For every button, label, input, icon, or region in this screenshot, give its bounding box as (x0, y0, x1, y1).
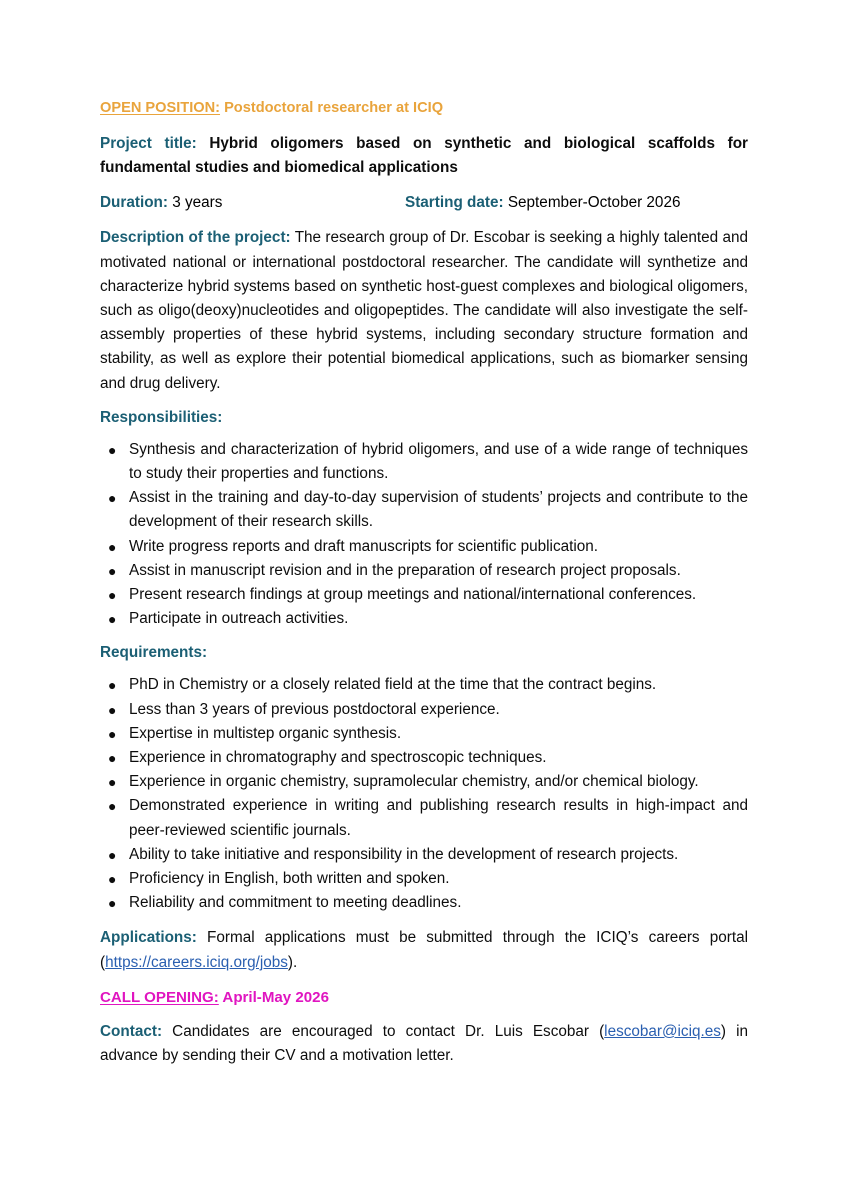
list-item-text: Present research findings at group meetings and national/international conferences. (129, 586, 697, 604)
list-item-text: Demonstrated experience in writing and publishing research results in high-impact and peer-reviewed scientific journals. (129, 797, 748, 839)
responsibilities-list (100, 438, 748, 632)
list-item (100, 746, 748, 770)
description-paragraph (100, 226, 748, 395)
list-item (100, 770, 748, 794)
applications-label: Applications: (100, 929, 197, 947)
list-item-text: Proficiency in English, both written and spoken. (129, 870, 450, 888)
bullet-icon: ● (108, 538, 117, 555)
list-item-text: Less than 3 years of previous postdoctoral experience. (129, 700, 500, 718)
list-item (100, 583, 748, 607)
project-title-label: Project title: (100, 135, 197, 152)
list-item-text: Ability to take initiative and responsibility in the development of research projects. (129, 845, 679, 863)
bullet-icon: ● (108, 490, 117, 507)
duration-value: 3 years (167, 194, 223, 212)
bullet-icon: ● (108, 871, 117, 888)
bullet-icon: ● (108, 587, 117, 604)
list-item (100, 722, 748, 746)
list-item (100, 698, 748, 722)
list-item-text: Participate in outreach activities. (129, 610, 349, 628)
applications-paragraph (100, 926, 748, 974)
list-item (100, 673, 748, 697)
bullet-icon: ● (108, 677, 117, 694)
requirements-heading: Requirements: (100, 644, 208, 662)
list-item (100, 486, 748, 534)
bullet-icon: ● (108, 846, 117, 863)
bullet-icon: ● (108, 750, 117, 767)
bullet-icon: ● (108, 562, 117, 579)
duration-group (100, 191, 222, 215)
open-position-value: Postdoctoral researcher at ICIQ (220, 100, 444, 116)
list-item (100, 438, 748, 486)
list-item-text: PhD in Chemistry or a closely related field at the time that the contract begins. (129, 676, 657, 694)
starting-date-value: September-October 2026 (503, 194, 681, 212)
list-item (100, 535, 748, 559)
description-label: Description of the project: (100, 229, 291, 247)
document-body (100, 98, 748, 1068)
starting-date-group (405, 191, 680, 215)
contact-text-after: ) in advance by sending their CV and a motivation letter. (100, 1022, 748, 1065)
bullet-icon: ● (108, 701, 117, 718)
requirements-list (100, 673, 748, 915)
open-position-label: OPEN POSITION: (100, 100, 221, 116)
bullet-icon: ● (108, 895, 117, 912)
applications-text-after: ). (287, 953, 298, 971)
list-item (100, 559, 748, 583)
list-item-text: Write progress reports and draft manuscripts for scientific publication. (129, 537, 599, 555)
call-opening-line (100, 986, 748, 1009)
starting-date-label: Starting date: (405, 194, 504, 212)
bullet-icon: ● (108, 441, 117, 458)
description-value: The research group of Dr. Escobar is seeking a highly talented and motivated national or international postdoctoral researcher. The candidate will synthetize and characterize hybrid systems based on synthetic host-guest complexes and biological oligomers, such as oligo(deoxy)nucleotides and oligopeptides. The candidate will also investigate the self-assembly properties of these hybrid systems, including secondary structure formation and stability, as well as explore their potential biomedical applications, such as biomarker sensing and drug delivery. (100, 229, 748, 392)
careers-portal-link[interactable]: https://careers.iciq.org/jobs (105, 953, 288, 971)
project-title-value: Hybrid oligomers based on synthetic and biological scaffolds for fundamental studies and biomedical applications (100, 135, 748, 177)
list-item-text: Experience in chromatography and spectroscopic techniques. (129, 749, 547, 767)
list-item-text: Expertise in multistep organic synthesis. (129, 724, 402, 742)
bullet-icon: ● (108, 725, 117, 742)
bullet-icon: ● (108, 774, 117, 791)
list-item-text: Reliability and commitment to meeting deadlines. (129, 894, 462, 912)
list-item (100, 794, 748, 842)
bullet-icon: ● (108, 798, 117, 815)
open-position-line (100, 98, 748, 119)
responsibilities-heading: Responsibilities: (100, 408, 223, 426)
list-item-text: Experience in organic chemistry, supramolecular chemistry, and/or chemical biology. (129, 773, 699, 791)
list-item (100, 867, 748, 891)
call-opening-label: CALL OPENING: (100, 988, 219, 1006)
list-item-text: Assist in manuscript revision and in the preparation of research project proposals. (129, 561, 681, 579)
list-item (100, 891, 748, 915)
duration-label: Duration: (100, 194, 168, 212)
project-title-line (100, 132, 748, 180)
list-item-text: Synthesis and characterization of hybrid oligomers, and use of a wide range of techniques to study their properties and functions. (129, 440, 748, 483)
contact-label: Contact: (100, 1022, 163, 1040)
duration-start-row (100, 191, 748, 215)
contact-paragraph (100, 1020, 748, 1068)
list-item (100, 607, 748, 631)
call-opening-value: April-May 2026 (218, 988, 329, 1006)
contact-email-link[interactable]: lescobar@iciq.es (604, 1022, 721, 1040)
bullet-icon: ● (108, 611, 117, 628)
list-item (100, 843, 748, 867)
contact-text-before: Candidates are encouraged to contact Dr. Luis Escobar ( (162, 1022, 605, 1040)
applications-text-before: Formal applications must be submitted through the ICIQ’s careers portal ( (100, 929, 748, 971)
list-item-text: Assist in the training and day-to-day supervision of students’ projects and contribute to the development of their research skills. (129, 489, 748, 531)
